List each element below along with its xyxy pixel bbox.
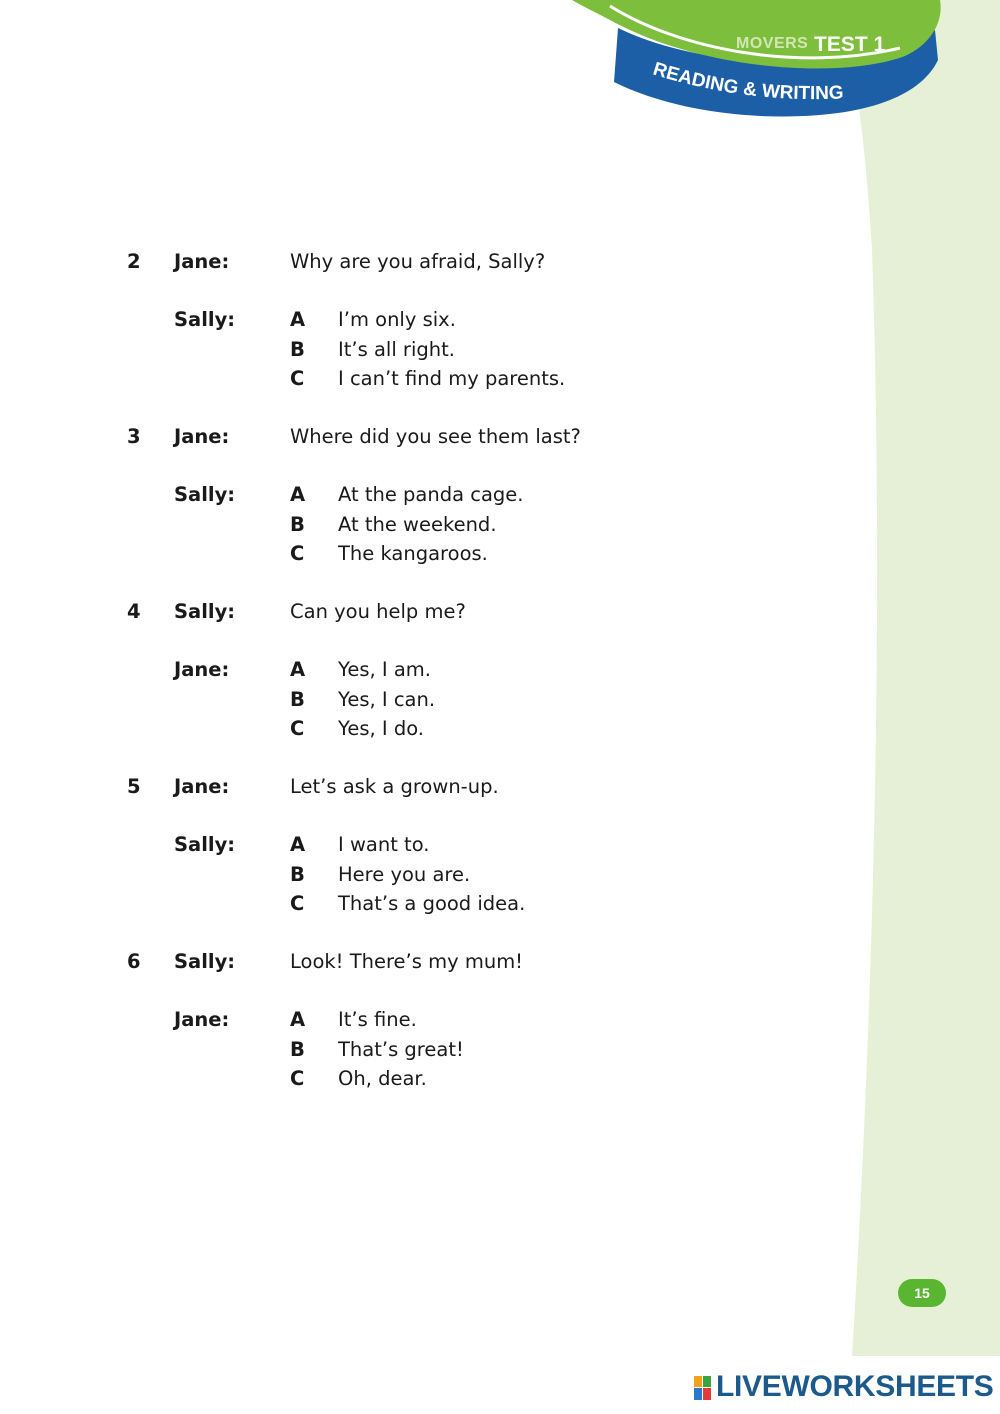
option-text: The kangaroos.	[338, 542, 488, 565]
side-panel	[840, 0, 1000, 1356]
option-letter: B	[290, 687, 305, 711]
question-speaker: Jane:	[174, 425, 230, 448]
option-text: Yes, I can.	[338, 687, 436, 711]
option-text: It’s fine.	[338, 1008, 417, 1031]
response-speaker: Sally:	[174, 833, 236, 856]
option-letter: A	[290, 658, 306, 681]
question-number: 4	[127, 600, 141, 623]
svg-text:READING & WRITING	[651, 59, 844, 104]
option-text: That’s great!	[338, 1037, 464, 1061]
question-line: Can you help me?	[290, 600, 466, 623]
option-letter: A	[290, 483, 306, 506]
option-text: I want to.	[338, 833, 430, 856]
header-test: TEST 1	[814, 33, 886, 56]
question-line: Where did you see them last?	[290, 425, 581, 448]
option-letter: C	[290, 367, 305, 390]
option-letter: A	[290, 833, 306, 856]
header-series: MOVERS	[736, 35, 809, 52]
option-letter: B	[290, 512, 305, 536]
option-letter: A	[290, 1008, 306, 1031]
question-number: 6	[127, 950, 141, 973]
option-text: I’m only six.	[338, 308, 456, 331]
watermark-text: LIVEWORKSHEETS	[716, 1370, 994, 1403]
question-number: 3	[127, 425, 141, 448]
header-section: READING & WRITING	[650, 58, 844, 105]
option-letter: B	[290, 1037, 305, 1061]
option-text: It’s all right.	[338, 337, 455, 361]
option-text: At the panda cage.	[338, 483, 524, 506]
question-number: 2	[127, 250, 141, 273]
question-line: Look! There’s my mum!	[290, 950, 524, 973]
response-speaker: Jane:	[174, 1008, 230, 1031]
option-text: At the weekend.	[338, 512, 497, 536]
option-text: That’s a good idea.	[338, 892, 526, 915]
question-number: 5	[127, 775, 141, 798]
response-speaker: Sally:	[174, 308, 236, 331]
option-text: Here you are.	[338, 862, 471, 886]
option-letter: C	[290, 717, 305, 740]
liveworksheets-logo-icon	[694, 1376, 711, 1400]
option-letter: C	[290, 892, 305, 915]
response-speaker: Jane:	[174, 658, 230, 681]
option-text: Yes, I am.	[338, 658, 431, 681]
question-speaker: Jane:	[174, 775, 230, 798]
question-line: Why are you afraid, Sally?	[290, 250, 546, 273]
option-letter: B	[290, 862, 305, 886]
response-speaker: Sally:	[174, 483, 236, 506]
header-section-banner	[0, 0, 1000, 140]
option-text: Oh, dear.	[338, 1067, 427, 1090]
option-letter: C	[290, 1067, 305, 1090]
page-number-badge: 15	[898, 1279, 946, 1307]
question-speaker: Sally:	[174, 950, 236, 973]
option-text: Yes, I do.	[338, 717, 424, 740]
question-speaker: Sally:	[174, 600, 236, 623]
option-letter: A	[290, 308, 306, 331]
question-speaker: Jane:	[174, 250, 230, 273]
option-letter: B	[290, 337, 305, 361]
option-text: I can’t find my parents.	[338, 367, 566, 390]
question-line: Let’s ask a grown-up.	[290, 775, 499, 798]
option-letter: C	[290, 542, 305, 565]
